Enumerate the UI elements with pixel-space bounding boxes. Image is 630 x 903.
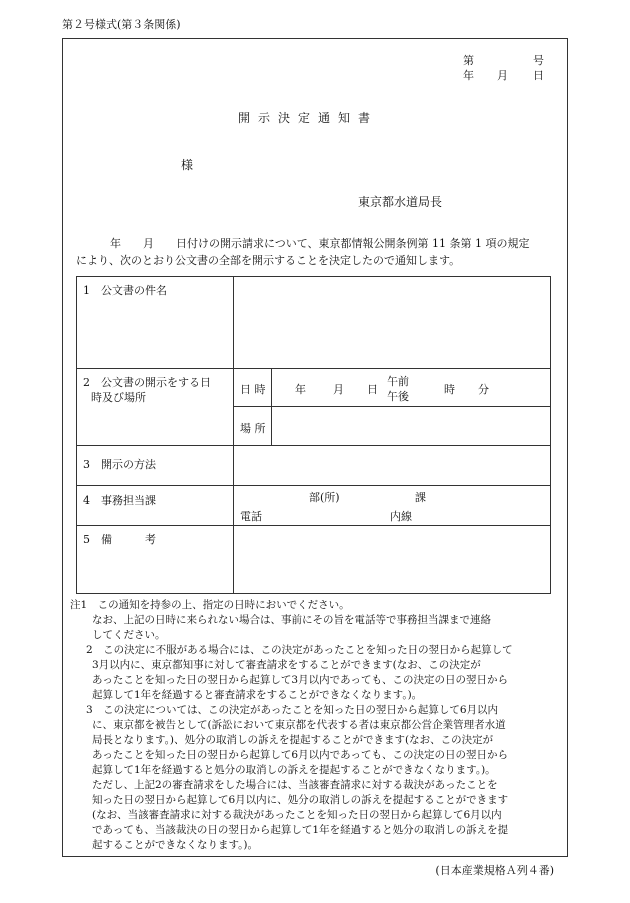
department-label: 4 事務担当課 bbox=[77, 486, 234, 526]
department-cell[interactable] bbox=[234, 486, 551, 526]
divider bbox=[271, 407, 272, 445]
phone-label: 電話 bbox=[240, 510, 262, 523]
dept-label: 部(所) bbox=[309, 491, 340, 504]
note-3-line-5: 起算して1年を経過すると処分の取消しの訴えを提起することができなくなります。)。 bbox=[92, 764, 496, 776]
dt-month: 月 bbox=[333, 383, 344, 396]
datetime-cell[interactable] bbox=[234, 369, 551, 407]
note-3-line-2: に、東京都を被告として(訴訟において東京都を代表する者は東京都公営企業管理者水道 bbox=[92, 719, 506, 731]
addressee-suffix: 様 bbox=[181, 158, 194, 172]
note-2-line-1: 2 この決定に不服がある場合には、この決定があったことを知った日の翌日から起算して bbox=[86, 644, 513, 656]
notice-line-1: 年 月 日付けの開示請求について、東京都情報公開条例第 11 条第 1 項の規定 bbox=[110, 237, 530, 250]
table-row bbox=[77, 526, 551, 594]
subject-label: 1 公文書の件名 bbox=[77, 277, 234, 369]
note-3-line-1: 3 この決定については、この決定があったことを知った日の翌日から起算して6月以内 bbox=[86, 704, 499, 716]
dt-am: 午前 bbox=[387, 375, 409, 388]
notice-text bbox=[76, 235, 550, 269]
note-3-line-6: ただし、上記2の審査請求をした場合には、当該審査請求に対する裁決があったことを bbox=[92, 779, 498, 791]
dt-day: 日 bbox=[367, 383, 378, 396]
disclosure-table bbox=[76, 276, 551, 594]
remarks-value-field[interactable] bbox=[234, 526, 551, 594]
note-3-line-3: 局長となります。)、処分の取消しの訴えを提起することができます(なお、この決定が bbox=[92, 734, 494, 746]
note-3-line-10: 起することができなくなります。)。 bbox=[92, 839, 259, 851]
note-3-line-7: 知った日の翌日から起算して6月以内に、処分の取消しの訴えを提起することができます bbox=[92, 794, 509, 806]
datetime-place-label-line-1: 2 公文書の開示をする日 bbox=[83, 376, 211, 389]
method-label: 3 開示の方法 bbox=[77, 446, 234, 486]
note-1-line-3: してください。 bbox=[92, 629, 166, 641]
subject-value-field[interactable] bbox=[234, 277, 551, 369]
datetime-place-label-line-2: 時及び場所 bbox=[91, 391, 146, 404]
date-day: 日 bbox=[533, 69, 544, 82]
date-year: 年 bbox=[463, 69, 474, 82]
table-row bbox=[77, 277, 551, 369]
issuer-name: 東京都水道局長 bbox=[358, 195, 443, 209]
dt-minute: 分 bbox=[478, 383, 489, 396]
method-value-field[interactable] bbox=[234, 446, 551, 486]
table-row bbox=[77, 369, 551, 407]
table-row bbox=[77, 446, 551, 486]
note-3-line-4: あったことを知った日の翌日から起算して6月以内であっても、この決定の日の翌日から bbox=[92, 749, 508, 761]
notes bbox=[70, 598, 562, 853]
form-code: 第２号様式(第３条関係) bbox=[62, 18, 181, 31]
datetime-place-label bbox=[77, 369, 234, 446]
number-suffix: 号 bbox=[533, 54, 544, 67]
remarks-label: 5 備 考 bbox=[77, 526, 234, 594]
note-2-line-4: 起算して1年を経過すると審査請求をすることができなくなります。)。 bbox=[92, 689, 423, 701]
note-1-line-1: 注1 この通知を持参の上、指定の日時においでください。 bbox=[70, 599, 350, 611]
datetime-label: 日 時 bbox=[240, 383, 266, 396]
number-label: 第 bbox=[463, 54, 474, 67]
document-title: 開示決定通知書 bbox=[238, 111, 379, 125]
notice-line-2: により、次のとおり公文書の全部を開示することを決定したので通知します。 bbox=[76, 254, 461, 267]
place-cell[interactable] bbox=[234, 407, 551, 446]
date-month: 月 bbox=[497, 69, 508, 82]
note-3-line-8: (なお、当該審査請求に対する裁決があったことを知った日の翌日から起算して6月以内 bbox=[92, 809, 502, 821]
section-label: 課 bbox=[415, 491, 426, 504]
dt-pm: 午後 bbox=[387, 390, 409, 403]
dt-year: 年 bbox=[295, 383, 306, 396]
divider bbox=[271, 369, 272, 406]
note-1-line-2: なお、上記の日時に来られない場合は、事前にその旨を電話等で事務担当課まで連絡 bbox=[92, 614, 491, 626]
note-3-line-9: であっても、当該裁決の日の翌日から起算して1年を経過すると処分の取消しの訴えを提 bbox=[92, 824, 509, 836]
dt-hour: 時 bbox=[444, 383, 455, 396]
extension-label: 内線 bbox=[390, 510, 412, 523]
place-label: 場 所 bbox=[240, 422, 266, 435]
table-row bbox=[77, 486, 551, 526]
note-2-line-3: あったことを知った日の翌日から起算して3月以内であっても、この決定の日の翌日から bbox=[92, 674, 508, 686]
note-2-line-2: 3月以内に、東京都知事に対して審査請求をすることができます(なお、この決定が bbox=[92, 659, 481, 671]
paper-size-note: (日本産業規格Ａ列４番) bbox=[435, 864, 554, 877]
